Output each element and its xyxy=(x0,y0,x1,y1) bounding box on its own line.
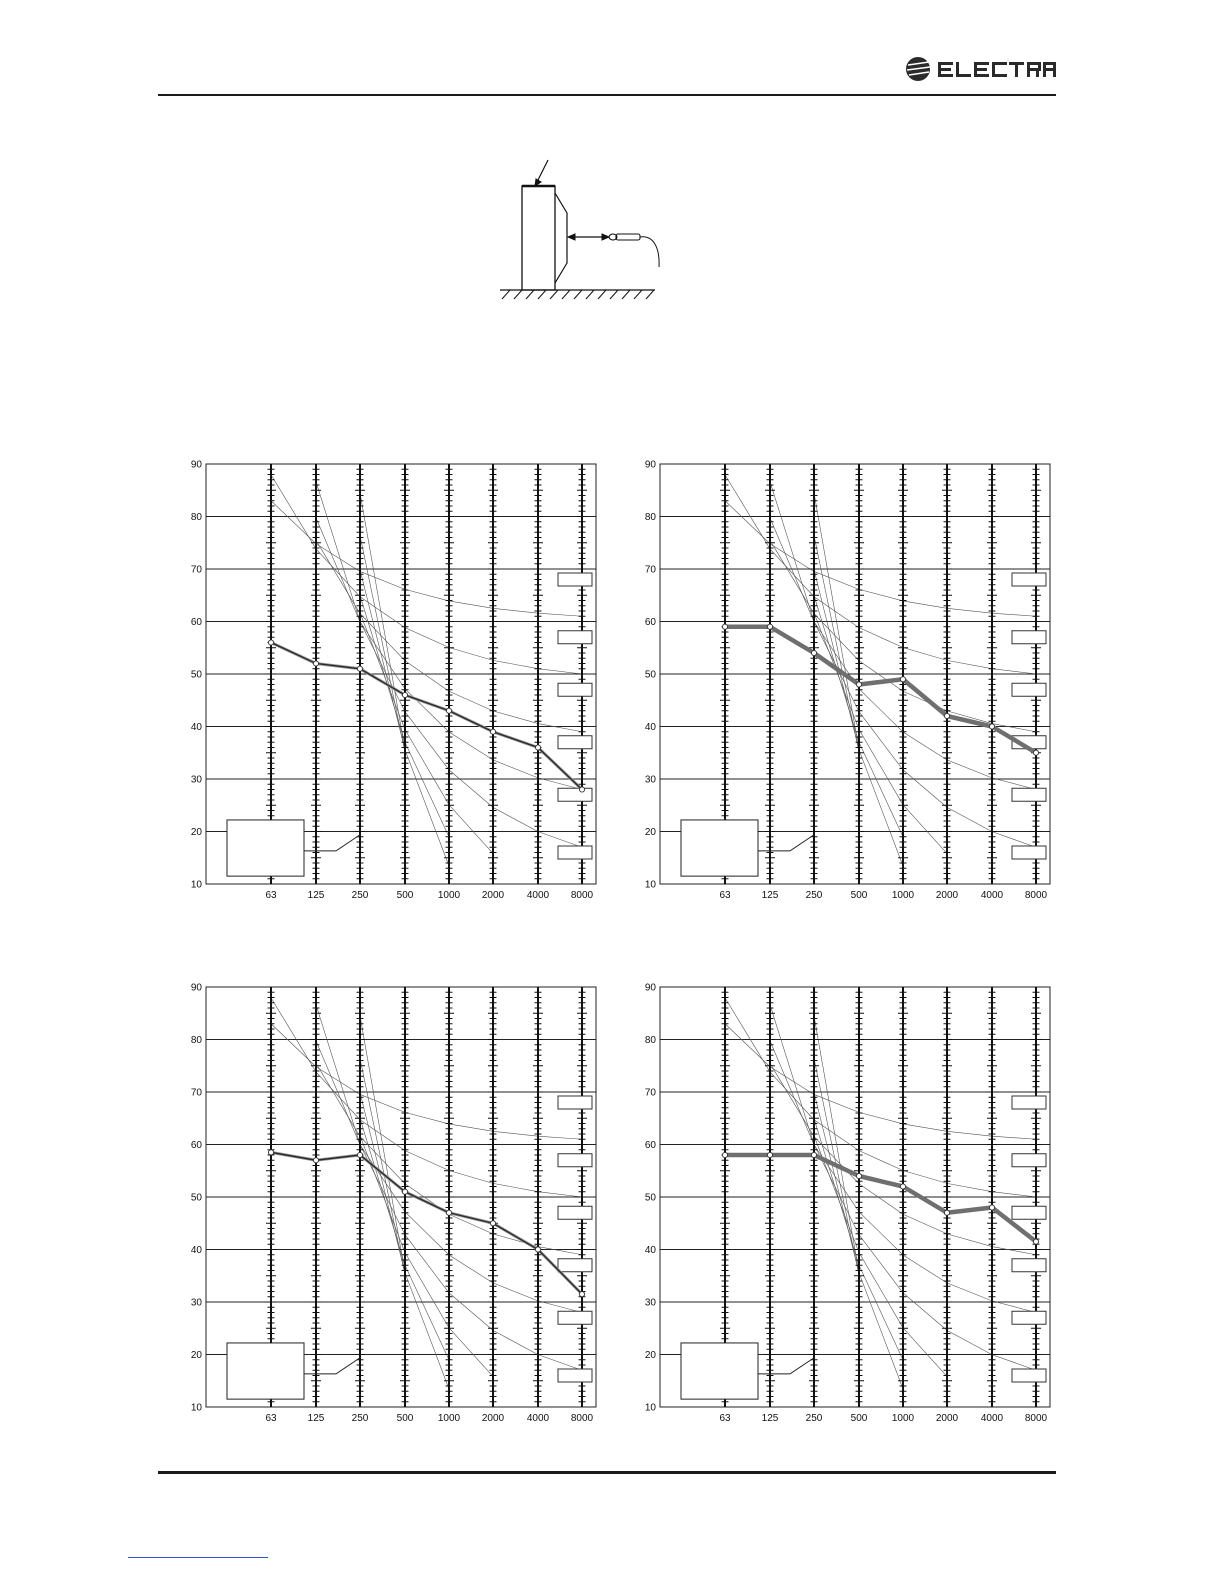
noise-chart-4 xyxy=(634,977,1064,1432)
x-tick-label: 4000 xyxy=(980,890,1004,901)
nr-label-box xyxy=(1012,846,1046,859)
x-tick-label: 63 xyxy=(265,1413,277,1424)
y-tick-label: 40 xyxy=(644,1245,656,1256)
data-point xyxy=(579,1292,584,1297)
noise-chart-3 xyxy=(180,977,610,1432)
nr-label-box xyxy=(1012,631,1046,644)
data-point xyxy=(722,624,727,629)
x-tick-label: 125 xyxy=(761,890,779,901)
nr-label-box xyxy=(558,846,592,859)
y-tick-label: 50 xyxy=(644,669,656,681)
footer-rule xyxy=(158,1471,1056,1474)
y-tick-label: 70 xyxy=(644,564,656,576)
nr-label-box xyxy=(558,1154,592,1167)
nr-label-box xyxy=(1012,683,1046,696)
data-point xyxy=(579,787,584,792)
y-tick-label: 40 xyxy=(190,722,202,733)
header-rule xyxy=(158,94,1056,96)
y-tick-label: 60 xyxy=(644,617,656,628)
data-point xyxy=(535,1247,540,1252)
data-point xyxy=(767,1152,772,1157)
y-tick-label: 10 xyxy=(190,1402,202,1414)
y-tick-label: 80 xyxy=(190,1035,202,1046)
x-tick-label: 500 xyxy=(850,890,868,901)
nr-label-box xyxy=(558,1206,592,1219)
data-point xyxy=(722,1152,727,1157)
data-point xyxy=(446,708,451,713)
y-tick-label: 50 xyxy=(190,1192,202,1204)
distance-arrow xyxy=(568,234,609,240)
nr-label-box xyxy=(558,788,592,801)
data-point xyxy=(944,1210,949,1215)
data-point xyxy=(811,1152,816,1157)
data-point xyxy=(989,724,994,729)
y-tick-label: 30 xyxy=(190,1297,202,1309)
x-tick-label: 63 xyxy=(265,890,277,901)
nr-label-box xyxy=(1012,788,1046,801)
data-point xyxy=(944,713,949,718)
x-tick-label: 125 xyxy=(307,890,325,901)
y-tick-label: 50 xyxy=(644,1192,656,1204)
nr-curves xyxy=(271,998,582,1389)
y-tick-label: 80 xyxy=(644,1035,656,1046)
legend-box xyxy=(227,820,304,876)
data-point xyxy=(268,1150,273,1155)
nr-label-box xyxy=(1012,1206,1046,1219)
arrow-icon xyxy=(535,160,548,186)
x-tick-label: 8000 xyxy=(1024,890,1048,901)
y-tick-label: 20 xyxy=(190,1350,202,1361)
nr-curves xyxy=(271,475,582,866)
data-point xyxy=(446,1210,451,1215)
nr-label-box xyxy=(1012,1154,1046,1167)
y-tick-label: 70 xyxy=(190,1087,202,1099)
x-tick-label: 8000 xyxy=(570,1413,594,1424)
x-tick-label: 250 xyxy=(805,1413,823,1424)
data-point xyxy=(402,1189,407,1194)
data-point xyxy=(856,682,861,687)
legend-box xyxy=(227,1343,304,1399)
y-tick-label: 90 xyxy=(644,459,656,471)
x-tick-label: 500 xyxy=(396,890,414,901)
ground-hatch xyxy=(500,290,655,299)
data-point xyxy=(989,1205,994,1210)
nr-curve xyxy=(360,1058,405,1275)
data-point xyxy=(402,692,407,697)
nr-label-box xyxy=(558,736,592,749)
data-point xyxy=(313,661,318,666)
noise-chart-1 xyxy=(180,454,610,909)
footer-link xyxy=(128,1557,268,1558)
y-tick-label: 20 xyxy=(644,827,656,838)
x-tick-label: 4000 xyxy=(526,890,550,901)
x-tick-label: 1000 xyxy=(891,1413,915,1424)
data-point xyxy=(268,640,273,645)
nr-label-box xyxy=(558,683,592,696)
data-point xyxy=(490,729,495,734)
x-tick-label: 125 xyxy=(307,1413,325,1424)
nr-label-box xyxy=(558,1369,592,1382)
nr-label-box xyxy=(1012,1369,1046,1382)
data-point xyxy=(490,1221,495,1226)
x-tick-label: 4000 xyxy=(980,1413,1004,1424)
y-tick-label: 50 xyxy=(190,669,202,681)
y-tick-label: 70 xyxy=(190,564,202,576)
x-tick-label: 2000 xyxy=(935,890,959,901)
y-tick-label: 90 xyxy=(190,459,202,471)
nr-label-box xyxy=(1012,1096,1046,1109)
nr-label-box xyxy=(1012,1311,1046,1324)
data-point xyxy=(900,1184,905,1189)
x-tick-label: 2000 xyxy=(935,1413,959,1424)
y-tick-label: 10 xyxy=(644,1402,656,1414)
nr-label-box xyxy=(1012,573,1046,586)
y-tick-label: 20 xyxy=(190,827,202,838)
y-tick-label: 60 xyxy=(644,1140,656,1151)
x-tick-label: 1000 xyxy=(437,890,461,901)
y-tick-label: 40 xyxy=(644,722,656,733)
noise-chart-2 xyxy=(634,454,1064,909)
data-point xyxy=(1033,750,1038,755)
data-point xyxy=(1033,1239,1038,1244)
x-tick-label: 250 xyxy=(351,890,369,901)
nr-label-box xyxy=(558,1096,592,1109)
nr-label-box xyxy=(558,631,592,644)
x-tick-label: 1000 xyxy=(437,1413,461,1424)
grille xyxy=(555,193,567,283)
unit-body xyxy=(522,186,555,290)
nr-curves xyxy=(725,998,1036,1389)
measurement-diagram xyxy=(495,155,665,310)
y-tick-label: 10 xyxy=(190,879,202,891)
x-tick-label: 250 xyxy=(805,890,823,901)
y-tick-label: 40 xyxy=(190,1245,202,1256)
x-tick-label: 125 xyxy=(761,1413,779,1424)
y-tick-label: 10 xyxy=(644,879,656,891)
y-tick-label: 70 xyxy=(644,1087,656,1099)
nr-label-box xyxy=(1012,1259,1046,1272)
data-point xyxy=(811,650,816,655)
x-tick-label: 1000 xyxy=(891,890,915,901)
data-point xyxy=(535,745,540,750)
nr-label-box xyxy=(558,1259,592,1272)
nr-curve xyxy=(360,535,405,752)
y-tick-label: 60 xyxy=(190,617,202,628)
y-tick-label: 30 xyxy=(644,774,656,786)
x-tick-label: 2000 xyxy=(481,890,505,901)
x-tick-label: 500 xyxy=(396,1413,414,1424)
microphone-icon xyxy=(609,234,659,267)
x-tick-label: 500 xyxy=(850,1413,868,1424)
legend-box xyxy=(681,820,758,876)
nr-curve xyxy=(814,535,859,752)
x-tick-label: 63 xyxy=(719,1413,731,1424)
x-tick-label: 8000 xyxy=(1024,1413,1048,1424)
y-tick-label: 80 xyxy=(190,512,202,523)
nr-curves xyxy=(725,475,1036,866)
data-point xyxy=(856,1173,861,1178)
y-tick-label: 30 xyxy=(190,774,202,786)
data-point xyxy=(767,624,772,629)
y-tick-label: 20 xyxy=(644,1350,656,1361)
nr-label-box xyxy=(558,1311,592,1324)
x-tick-label: 8000 xyxy=(570,890,594,901)
x-tick-label: 4000 xyxy=(526,1413,550,1424)
electra-logo xyxy=(905,54,1057,89)
y-tick-label: 30 xyxy=(644,1297,656,1309)
nr-label-box xyxy=(558,573,592,586)
data-point xyxy=(357,666,362,671)
x-tick-label: 250 xyxy=(351,1413,369,1424)
y-tick-label: 90 xyxy=(190,982,202,994)
data-point xyxy=(357,1152,362,1157)
x-tick-label: 2000 xyxy=(481,1413,505,1424)
x-tick-label: 63 xyxy=(719,890,731,901)
data-point xyxy=(313,1158,318,1163)
data-point xyxy=(900,677,905,682)
y-tick-label: 90 xyxy=(644,982,656,994)
y-tick-label: 80 xyxy=(644,512,656,523)
y-tick-label: 60 xyxy=(190,1140,202,1151)
legend-box xyxy=(681,1343,758,1399)
